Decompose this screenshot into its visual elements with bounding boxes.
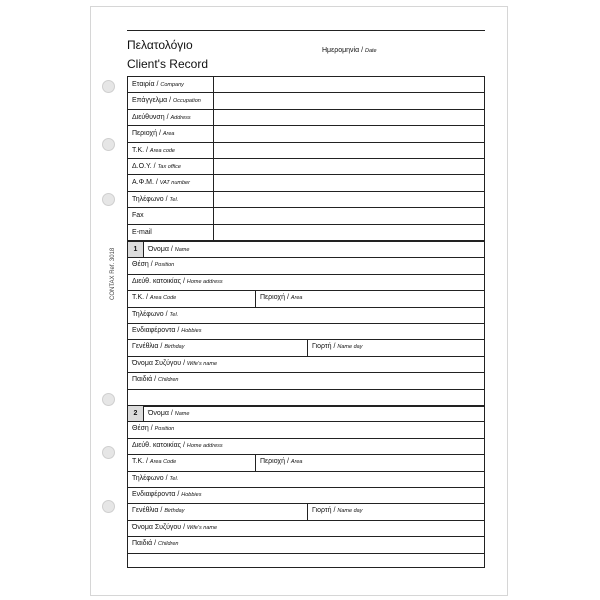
date-label: Ημερομηνία / Date: [322, 47, 377, 54]
field-label-tax-office: Δ.Ο.Υ. / Tax office: [132, 163, 181, 170]
field-label-home-address: Διεύθ. κατοικίας / Home address: [132, 441, 223, 449]
binder-hole: [102, 393, 115, 406]
row-divider: [128, 323, 484, 324]
field-label-e-mail: E-mail: [132, 228, 152, 236]
binder-hole: [102, 138, 115, 151]
row-divider: [128, 503, 484, 504]
row-divider: [128, 224, 484, 225]
field-label-children: Παιδιά / Children: [132, 376, 179, 384]
client-record-table: [127, 76, 485, 568]
row-divider: [128, 257, 484, 258]
field-label-area-code: Τ.Κ. / Area Code: [132, 458, 177, 466]
row-divider: [128, 438, 484, 439]
field-label-children: Παιδιά / Children: [132, 540, 179, 548]
area-column-divider: [255, 290, 256, 306]
field-label-wife-name: Όνομα Συζύγου / Wife's name: [132, 523, 218, 531]
field-label-name: Όνομα / Name: [148, 410, 190, 417]
row-divider: [128, 421, 484, 422]
field-label-hobbies: Ενδιαφέροντα / Hobbies: [132, 327, 202, 334]
field-label-occupation: Επάγγελμα / Occupation: [132, 97, 201, 105]
row-divider: [128, 520, 484, 521]
field-label-tel: Τηλέφωνο / Tel.: [132, 474, 179, 482]
field-label-home-address: Διεύθ. κατοικίας / Home address: [132, 277, 223, 285]
row-divider: [128, 307, 484, 308]
field-label-vat-number: Α.Φ.Μ. / VAT number: [132, 179, 190, 187]
side-reference: CONTAX Ref. 3018: [110, 247, 116, 300]
row-divider: [128, 207, 484, 208]
row-divider: [128, 274, 484, 275]
row-divider: [128, 290, 484, 291]
field-label-name: Όνομα / Name: [148, 246, 190, 253]
row-divider: [128, 92, 484, 93]
field-label-tel: Τηλέφωνο / Tel.: [132, 310, 179, 318]
row-divider: [128, 356, 484, 357]
row-divider: [128, 553, 484, 554]
field-label-area-code: Τ.Κ. / Area code: [132, 146, 175, 154]
binder-hole: [102, 446, 115, 459]
binder-hole: [102, 80, 115, 93]
row-divider: [128, 536, 484, 537]
company-column-divider: [213, 77, 214, 240]
nameday-column-divider: [307, 339, 308, 355]
row-divider: [128, 389, 484, 390]
field-label-hobbies: Ενδιαφέροντα / Hobbies: [132, 491, 202, 498]
field-label-company: Εταιρία / Company: [132, 81, 184, 88]
field-label-position: Θέση / Position: [132, 425, 175, 433]
row-divider: [128, 174, 484, 175]
row-divider: [128, 191, 484, 192]
field-label-name-day: Γιορτή / Name day: [312, 507, 363, 515]
area-column-divider: [255, 454, 256, 470]
section-divider: [128, 240, 484, 242]
contact-number-badge: 1: [128, 242, 144, 257]
field-label-fax: Fax: [132, 212, 144, 220]
field-label-birthday: Γενέθλια / Birthday: [132, 507, 185, 515]
row-divider: [128, 158, 484, 159]
row-divider: [128, 487, 484, 488]
section-divider: [128, 405, 484, 407]
binder-hole: [102, 500, 115, 513]
field-label-wife-name: Όνομα Συζύγου / Wife's name: [132, 359, 218, 367]
row-divider: [128, 125, 484, 126]
row-divider: [128, 142, 484, 143]
field-label-tel-: Τηλέφωνο / Tel.: [132, 195, 179, 203]
field-label-area: Περιοχή / Area: [260, 458, 303, 466]
row-divider: [128, 109, 484, 110]
title-greek: Πελατολόγιο: [127, 38, 193, 52]
field-label-area-code: Τ.Κ. / Area Code: [132, 294, 177, 302]
field-label-area: Περιοχή / Area: [260, 294, 303, 302]
binder-hole: [102, 193, 115, 206]
title-english: Client's Record: [127, 57, 208, 71]
field-label-area: Περιοχή / Area: [132, 130, 175, 138]
field-label-address: Διεύθυνση / Address: [132, 113, 191, 121]
contact-number-badge: 2: [128, 406, 144, 421]
row-divider: [128, 454, 484, 455]
row-divider: [128, 339, 484, 340]
row-divider: [128, 372, 484, 373]
field-label-birthday: Γενέθλια / Birthday: [132, 343, 185, 351]
row-divider: [128, 471, 484, 472]
header-rule: [127, 30, 485, 31]
nameday-column-divider: [307, 503, 308, 519]
field-label-name-day: Γιορτή / Name day: [312, 343, 363, 351]
field-label-position: Θέση / Position: [132, 261, 175, 269]
